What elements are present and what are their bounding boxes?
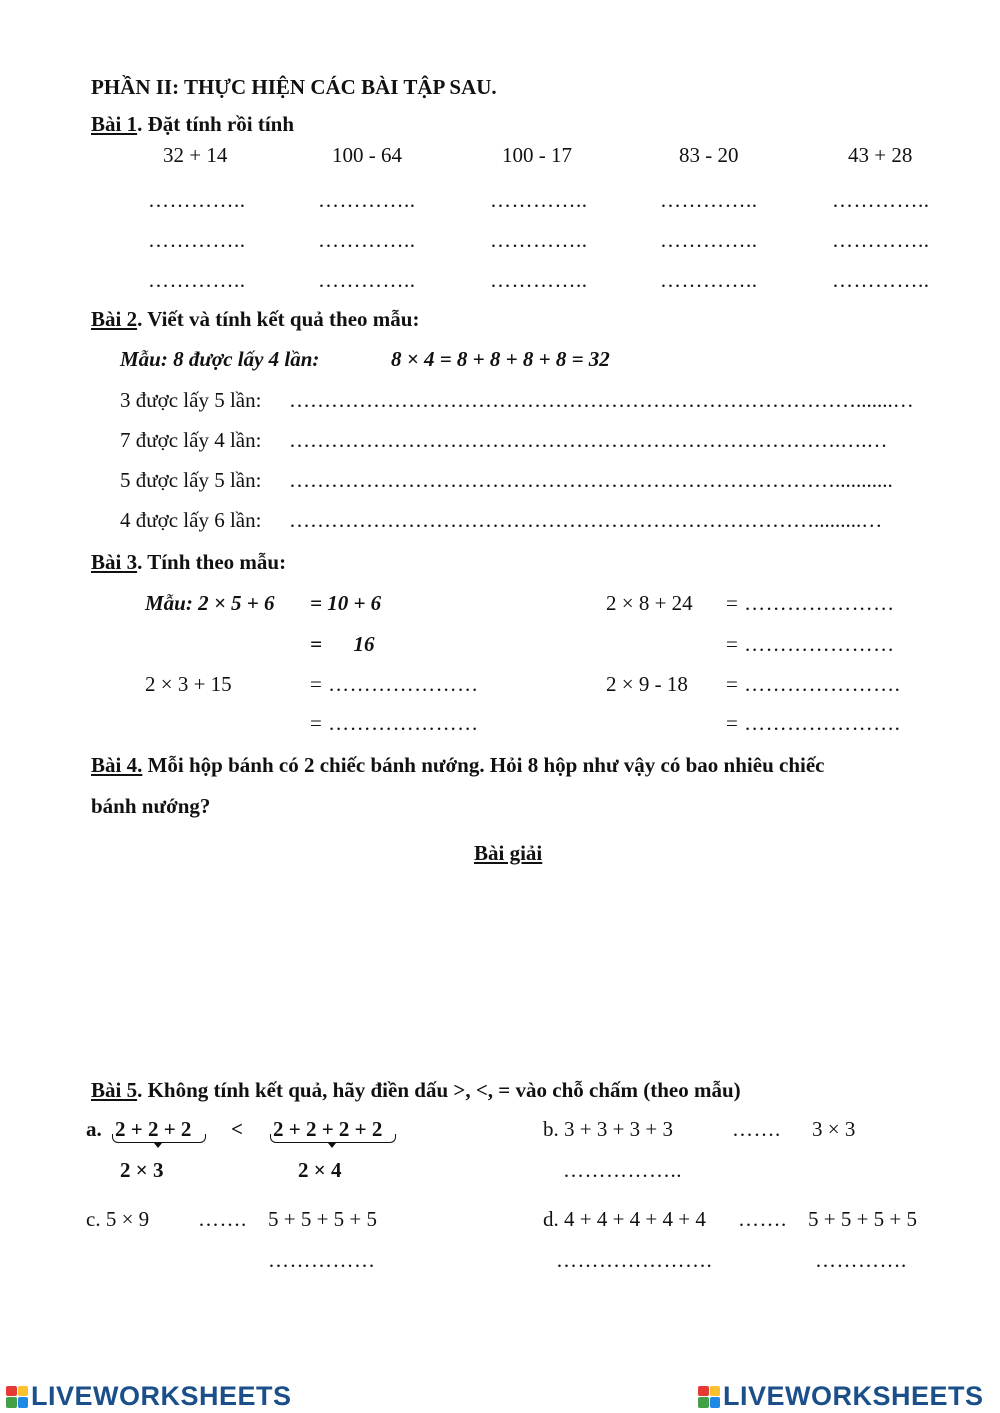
bai3-problem-d: 2 × 9 - 18 [606, 672, 688, 696]
bai1-problem: 43 + 28 [848, 143, 913, 167]
bai3-problem-b-line1[interactable]: = ………………… [726, 591, 895, 615]
bai5-a-left-brace-tip [154, 1143, 162, 1148]
bai1-answer-blank[interactable]: ………….. [832, 228, 930, 252]
liveworksheets-mark-icon [698, 1386, 720, 1408]
bai5-d-work-left[interactable]: …………………. [556, 1248, 713, 1272]
bai1-answer-blank[interactable]: ………….. [318, 228, 416, 252]
bai1-label: Bài 1 [91, 112, 138, 136]
bai2-answer-blank[interactable]: ……………………………………………………………………........... [289, 470, 893, 491]
bai1-answer-blank[interactable]: ………….. [490, 268, 588, 292]
bai5-title: . Không tính kết quả, hãy điền dấu >, <, = vào chỗ chấm (theo mẫu) [137, 1078, 741, 1102]
liveworksheets-mark-icon [6, 1386, 28, 1408]
logo-text: LIVEWORKSHEETS [31, 1381, 292, 1411]
bai5-b-expr: b. 3 + 3 + 3 + 3 [543, 1117, 674, 1141]
bai5-heading [91, 1080, 741, 1101]
bai3-problem-c: 2 × 3 + 15 [145, 672, 232, 696]
bai1-answer-blank[interactable]: ………….. [148, 228, 246, 252]
bai1-answer-blank[interactable]: ………….. [832, 188, 930, 212]
liveworksheets-logo-right [698, 1381, 984, 1412]
bai5-b-work[interactable]: …………….. [563, 1158, 682, 1182]
bai5-a-prefix: a. [86, 1117, 102, 1141]
bai4-label: Bài 4. [91, 753, 143, 777]
bai1-answer-blank[interactable]: ………….. [490, 188, 588, 212]
bai5-a-right: 2 + 2 + 2 + 2 [273, 1117, 383, 1141]
bai5-a-right-brace [270, 1134, 396, 1143]
bai3-title: . Tính theo mẫu: [137, 550, 287, 574]
bai3-problem-c-line2[interactable]: = ………………… [310, 711, 479, 735]
bai1-answer-blank[interactable]: ………….. [318, 268, 416, 292]
bai5-d-blank[interactable]: ……. [738, 1207, 787, 1231]
bai2-example-label: Mẫu: 8 được lấy 4 lần: [120, 347, 320, 371]
bai1-problem: 83 - 20 [679, 143, 739, 167]
bai5-c-right: 5 + 5 + 5 + 5 [268, 1207, 378, 1231]
bai4-solution-heading: Bài giải [474, 841, 543, 865]
bai5-a-sign: < [231, 1117, 243, 1141]
bai2-example-formula: 8 × 4 = 8 + 8 + 8 + 8 = 32 [391, 347, 610, 371]
bai5-b-right: 3 × 3 [812, 1117, 856, 1141]
bai3-problem-d-line2[interactable]: = …………………. [726, 711, 901, 735]
bai2-answer-blank[interactable]: …………………………………………………………………….….… [289, 430, 888, 451]
bai4-text-line1: Mỗi hộp bánh có 2 chiếc bánh nướng. Hỏi 8 hộp như vậy có bao nhiêu chiếc [142, 753, 825, 777]
bai1-answer-blank[interactable]: ………….. [490, 228, 588, 252]
bai4-question-line1 [91, 755, 824, 776]
bai3-heading [91, 552, 286, 573]
bai3-example-step1: = 10 + 6 [310, 591, 382, 615]
bai2-prompt: 5 được lấy 5 lần: [120, 468, 262, 492]
bai5-a-right-brace-tip [328, 1143, 336, 1148]
bai4-answer-area[interactable] [91, 880, 931, 1060]
bai2-prompt: 7 được lấy 4 lần: [120, 428, 262, 452]
logo-text: LIVEWORKSHEETS [723, 1381, 984, 1411]
bai5-a-left: 2 + 2 + 2 [115, 1117, 192, 1141]
bai3-problem-c-line1[interactable]: = ………………… [310, 672, 479, 696]
bai1-answer-blank[interactable]: ………….. [660, 268, 758, 292]
bai1-answer-blank[interactable]: ………….. [318, 188, 416, 212]
bai5-c-expr: c. 5 × 9 [86, 1207, 150, 1231]
bai5-c-work[interactable]: …………… [268, 1248, 376, 1272]
bai1-answer-blank[interactable]: ………….. [660, 188, 758, 212]
bai2-prompt: 4 được lấy 6 lần: [120, 508, 262, 532]
bai5-a-left-brace [112, 1134, 206, 1143]
bai5-a-left-sub: 2 × 3 [120, 1158, 164, 1182]
bai3-example-expr: Mẫu: 2 × 5 + 6 [145, 591, 275, 615]
bai1-answer-blank[interactable]: ………….. [832, 268, 930, 292]
bai1-answer-blank[interactable]: ………….. [148, 188, 246, 212]
bai3-problem-b-line2[interactable]: = ………………… [726, 632, 895, 656]
bai3-problem-b: 2 × 8 + 24 [606, 591, 693, 615]
bai1-heading [91, 114, 294, 135]
bai2-answer-blank[interactable]: ………………………………………………………………….........… [289, 510, 883, 531]
bai5-d-expr: d. 4 + 4 + 4 + 4 + 4 [543, 1207, 706, 1231]
bai3-label: Bài 3 [91, 550, 138, 574]
bai3-problem-d-line1[interactable]: = …………………. [726, 672, 901, 696]
bai3-example-step2: = 16 [310, 632, 375, 656]
bai1-answer-blank[interactable]: ………….. [660, 228, 758, 252]
bai2-heading [91, 309, 419, 330]
section-title: PHẦN II: THỰC HIỆN CÁC BÀI TẬP SAU. [91, 75, 497, 99]
bai5-d-work-right[interactable]: …………. [815, 1248, 907, 1272]
bai2-prompt: 3 được lấy 5 lần: [120, 388, 262, 412]
bai1-title: . Đặt tính rồi tính [137, 112, 295, 136]
bai1-answer-blank[interactable]: ………….. [148, 268, 246, 292]
bai2-title: . Viết và tính kết quả theo mẫu: [137, 307, 420, 331]
bai5-c-blank[interactable]: ……. [198, 1207, 247, 1231]
bai5-a-right-sub: 2 × 4 [298, 1158, 342, 1182]
bai4-text-line2: bánh nướng? [91, 794, 211, 818]
bai2-label: Bài 2 [91, 307, 138, 331]
bai5-label: Bài 5 [91, 1078, 138, 1102]
bai5-b-blank[interactable]: ……. [732, 1117, 781, 1141]
bai1-problem: 100 - 17 [502, 143, 572, 167]
bai1-problem: 100 - 64 [332, 143, 402, 167]
bai2-answer-blank[interactable]: ……………………………………………………………………….......… [289, 390, 914, 411]
bai5-d-right: 5 + 5 + 5 + 5 [808, 1207, 918, 1231]
bai1-problem: 32 + 14 [163, 143, 228, 167]
liveworksheets-logo-left [6, 1381, 292, 1412]
